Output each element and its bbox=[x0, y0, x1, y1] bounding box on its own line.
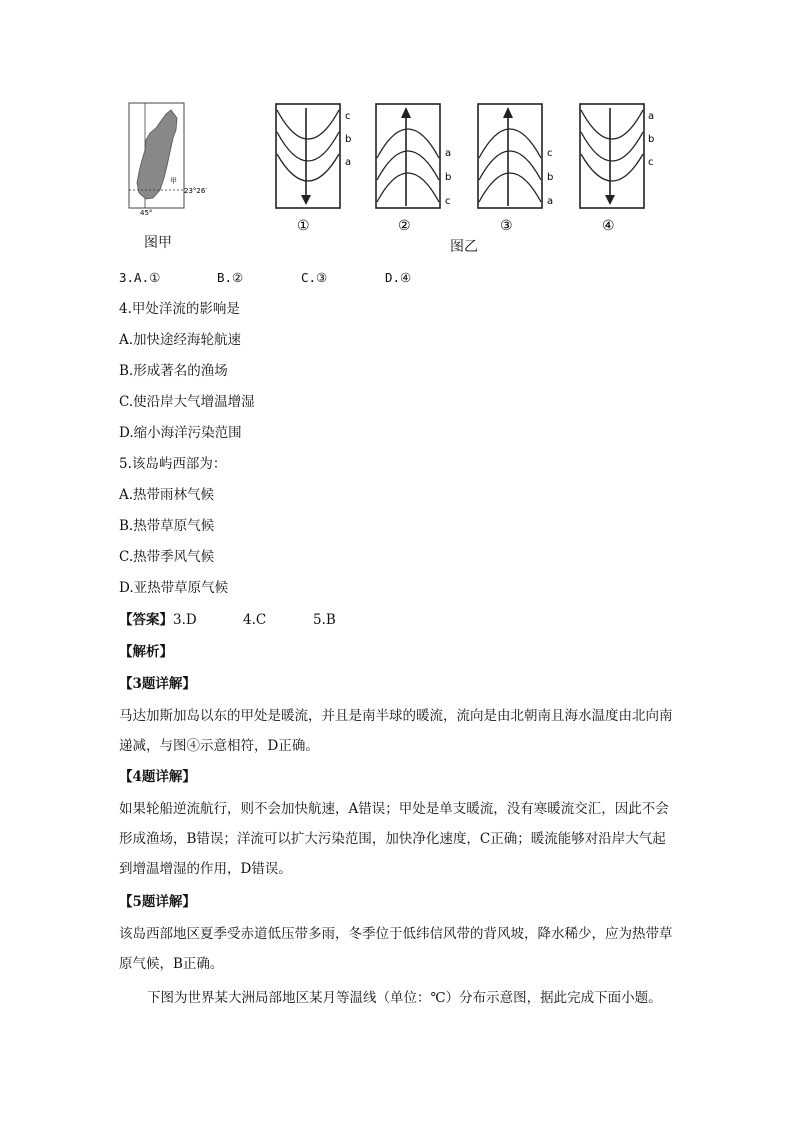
figure-svg bbox=[0, 0, 794, 260]
panel-4 bbox=[580, 104, 654, 234]
q5-option-d: D.亚热带草原气候 bbox=[119, 580, 229, 596]
panel-2-label-1: a bbox=[445, 148, 452, 159]
q4-detail-head: 【4题详解】 bbox=[119, 769, 196, 785]
next-intro: 下图为世界某大洲局部地区某月等温线（单位：℃）分布示意图，据此完成下面小题。 bbox=[147, 990, 662, 1006]
q3-detail-text: 马达加斯加岛以东的甲处是暖流，并且是南半球的暖流，流向是由北朝南且海水温度由北向南递减，与图④示意相符，D正确。 bbox=[119, 708, 673, 754]
panel-2 bbox=[376, 104, 451, 234]
panel-3-label-3: a bbox=[547, 196, 554, 207]
q5-option-b: B.热带草原气候 bbox=[119, 518, 215, 534]
panel-2-id: ② bbox=[398, 218, 411, 234]
madagascar-map bbox=[129, 103, 207, 217]
panel-1-label-1: c bbox=[345, 111, 351, 122]
q5-stem: 5.该岛屿西部为： bbox=[119, 456, 227, 472]
longitude-label: 45° bbox=[140, 209, 153, 217]
answer-5: 5.B bbox=[313, 612, 336, 628]
right-caption: 图乙 bbox=[450, 239, 478, 255]
q4-option-c: C.使沿岸大气增温增湿 bbox=[119, 394, 255, 410]
q5-detail-head: 【5题详解】 bbox=[119, 894, 196, 910]
panel-3-id: ③ bbox=[500, 218, 513, 234]
q3-option-d: D.④ bbox=[385, 270, 412, 285]
panel-3-label-1: c bbox=[547, 148, 553, 159]
figure-area bbox=[0, 0, 794, 260]
q3-option-c: C.③ bbox=[301, 270, 328, 285]
answer-label: 【答案】 bbox=[119, 612, 173, 628]
answer-line bbox=[119, 610, 336, 630]
q4-detail-text: 如果轮船逆流航行，则不会加快航速，A错误；甲处是单支暖流，没有寒暖流交汇，因此不会形成渔场，B错误；洋流可以扩大污染范围，加快净化速度，C正确；暖流能够对沿岸大气起到增温增湿的作用，D错误。 bbox=[119, 801, 669, 877]
analysis-label: 【解析】 bbox=[119, 644, 173, 660]
q4-option-a: A.加快途经海轮航速 bbox=[119, 332, 242, 348]
panel-1-frame bbox=[276, 104, 340, 208]
panel-4-label-2: b bbox=[648, 134, 655, 145]
left-caption: 图甲 bbox=[144, 235, 172, 251]
jia-label: 甲 bbox=[170, 177, 177, 185]
answer-4: 4.C bbox=[243, 612, 267, 628]
q5-option-c: C.热带季风气候 bbox=[119, 549, 215, 565]
panel-1-label-3: a bbox=[345, 157, 352, 168]
panel-2-label-2: b bbox=[445, 172, 452, 183]
panel-2-label-3: c bbox=[445, 196, 451, 207]
panel-1 bbox=[276, 104, 351, 234]
panel-3-frame bbox=[478, 104, 542, 208]
panel-4-label-3: c bbox=[648, 157, 654, 168]
panel-4-id: ④ bbox=[602, 218, 615, 234]
q3-options bbox=[119, 268, 411, 288]
q5-detail-text: 该岛西部地区夏季受赤道低压带多雨，冬季位于低纬信风带的背风坡，降水稀少，应为热带草原气候，B正确。 bbox=[119, 926, 673, 972]
q4-stem: 4.甲处洋流的影响是 bbox=[119, 301, 240, 317]
q3-detail-head: 【3题详解】 bbox=[119, 676, 196, 692]
q5-option-a: A.热带雨林气候 bbox=[119, 487, 215, 503]
panel-2-frame bbox=[376, 104, 440, 208]
q4-option-d: D.缩小海洋污染范围 bbox=[119, 425, 242, 441]
q3-option-b: B.② bbox=[217, 270, 244, 285]
panel-3-label-2: b bbox=[547, 172, 554, 183]
panel-3 bbox=[478, 104, 553, 234]
q4-option-b: B.形成著名的渔场 bbox=[119, 363, 228, 379]
panel-1-id: ① bbox=[297, 218, 310, 234]
panel-4-frame bbox=[580, 104, 644, 208]
answer-3: 3.D bbox=[173, 612, 197, 628]
q3-option-a: 3.A.① bbox=[119, 270, 161, 285]
latitude-label: 23°26′ bbox=[184, 187, 207, 195]
panel-4-label-1: a bbox=[648, 111, 655, 122]
panel-1-label-2: b bbox=[345, 134, 352, 145]
